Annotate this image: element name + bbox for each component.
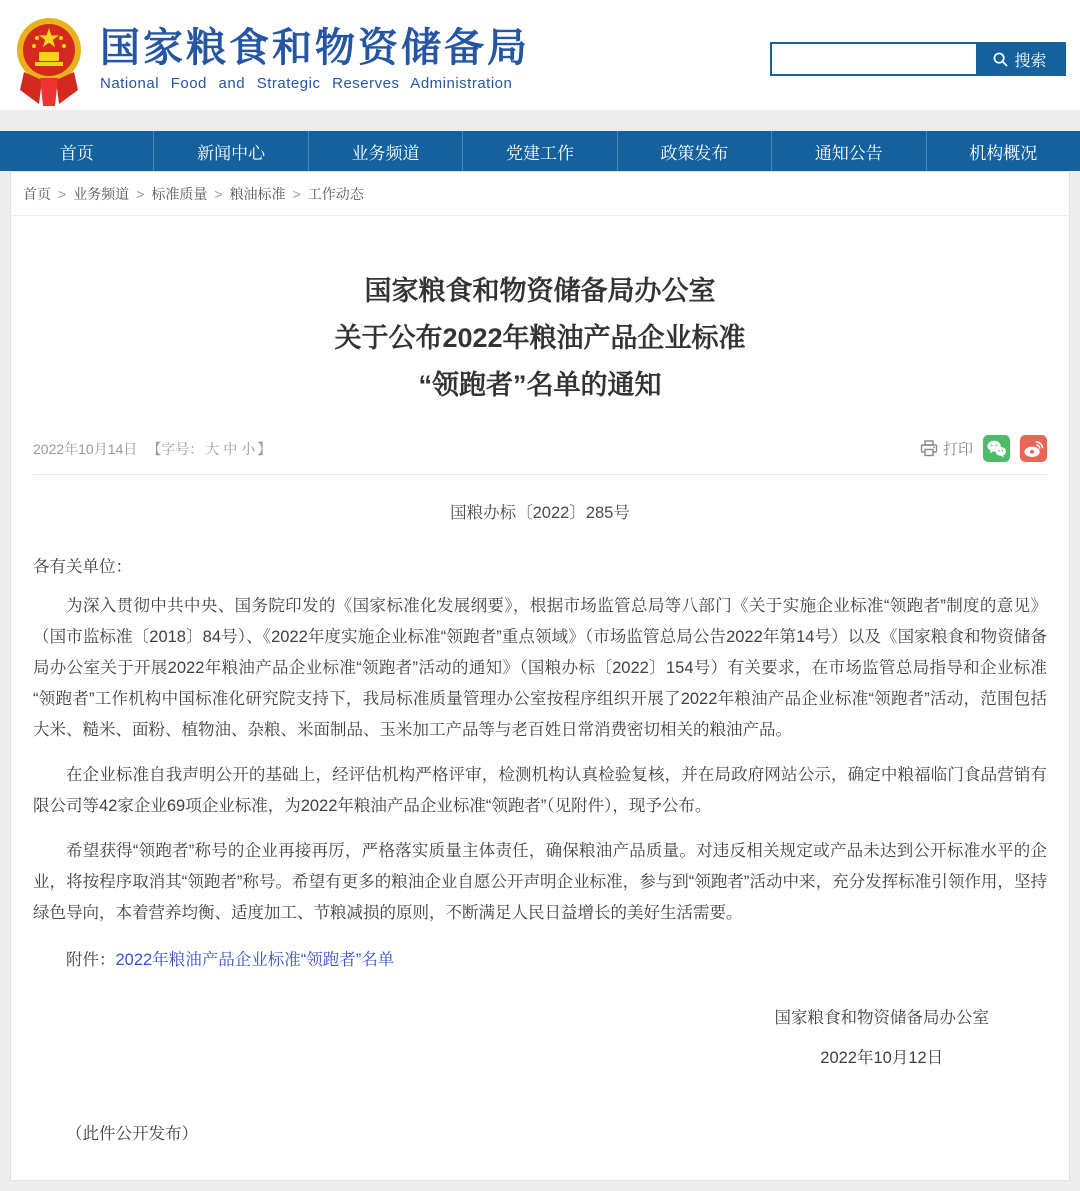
nav-item-policy[interactable]: 政策发布: [617, 131, 771, 171]
print-button[interactable]: [920, 438, 973, 459]
title-line-3: “领跑者”名单的通知: [418, 370, 662, 400]
font-size-widget: [147, 439, 271, 459]
title-line-2: 关于公布2022年粮油产品企业标准: [334, 323, 746, 353]
paragraph-2: 在企业标准自我声明公开的基础上，经评估机构严格评审，检测机构认真检验复核，并在局政府网站公示，确定中粮福临门食品营销有限公司等42家企业69项企业标准，为2022年粮油产品企业标准“领跑者”（见附件），现予公布。: [33, 766, 1047, 815]
salutation: 各有关单位：: [33, 558, 132, 576]
search-button[interactable]: [976, 44, 1064, 74]
paragraph-1: 为深入贯彻中共中央、国务院印发的《国家标准化发展纲要》，根据市场监管总局等八部门《关于实施企业标准“领跑者”制度的意见》（国市监标准〔2018〕84号）、《2022年度实施企业标准“领跑者”重点领域》（市场监管总局公告2022年第14号）以及《国家粮食和物资储备局办公室关于开展2022年粮油产品企业标准“领跑者”活动的通知》（国粮办标〔2022〕154号）有关要求，在市场监管总局指导和企业标准“领跑者”工作机构中国标准化研究院支持下，我局标准质量管理办公室按程序组织开展了2022年粮油产品企业标准“领跑者”活动，范围包括大米、糙米、面粉、植物油、杂粮、米面制品、玉米加工产品等与老百姓日常消费密切相关的粮油产品。: [33, 597, 1047, 739]
site-subtitle: National Food and Strategic Reserves Administration: [100, 75, 513, 92]
search-input[interactable]: [772, 44, 976, 74]
nav-item-news[interactable]: 新闻中心: [153, 131, 307, 171]
share-weibo-button[interactable]: [1020, 435, 1047, 462]
font-size-suffix: 】: [257, 440, 272, 457]
nav-item-notices[interactable]: 通知公告: [771, 131, 925, 171]
national-emblem-icon: [12, 16, 86, 108]
nav-item-party[interactable]: 党建工作: [462, 131, 616, 171]
breadcrumb-home[interactable]: 首页: [23, 186, 51, 202]
breadcrumb-quality[interactable]: 标准质量: [151, 186, 208, 202]
search-icon: [993, 52, 1008, 67]
page-title: [33, 268, 1047, 409]
main-wrapper: [0, 171, 1080, 1191]
site-title: 国家粮食和物资储备局: [100, 26, 530, 70]
weibo-icon: [1023, 439, 1044, 458]
public-release-note: （此件公开发布）: [66, 1125, 198, 1143]
signature-block: [33, 998, 1047, 1078]
sign-date: 2022年10月12日: [820, 1049, 944, 1067]
font-size-prefix: 【字号：: [147, 440, 204, 457]
document-number: 国粮办标〔2022〕285号: [450, 504, 630, 522]
signer-name: 国家粮食和物资储备局办公室: [774, 1009, 989, 1027]
paragraph-3: 希望获得“领跑者”称号的企业再接再厉，严格落实质量主体责任，确保粮油产品质量。对违反相关规定或产品未达到公开标准水平的企业，将按程序取消其“领跑者”称号。希望有更多的粮油企业自愿公开声明企业标准，参与到“领跑者”活动中来，充分发挥标准引领作用，坚持绿色导向，本着营养均衡、适度加工、节粮减损的原则，不断满足人民日益增长的美好生活需要。: [33, 842, 1047, 922]
article-meta-row: [33, 435, 1047, 475]
wechat-icon: [986, 439, 1007, 458]
attachment-line: [33, 945, 1047, 976]
nav-item-home[interactable]: 首页: [59, 143, 94, 163]
breadcrumb-separator: >: [292, 186, 301, 202]
print-label: 打印: [942, 441, 973, 458]
font-size-large[interactable]: 大: [205, 440, 220, 457]
attachment-link[interactable]: 2022年粮油产品企业标准“领跑者”名单: [115, 951, 395, 969]
nav-item-organization[interactable]: 机构概况: [926, 131, 1080, 171]
breadcrumb-separator: >: [58, 186, 67, 202]
publish-date: 2022年10月14日: [33, 440, 138, 457]
title-line-1: 国家粮食和物资储备局办公室: [364, 276, 716, 306]
site-header: [0, 0, 1080, 110]
breadcrumb-business[interactable]: 业务频道: [73, 186, 130, 202]
breadcrumb-current[interactable]: 工作动态: [307, 186, 364, 202]
article-content: [11, 268, 1069, 1180]
header-divider: [0, 110, 1080, 131]
main-nav: [0, 131, 1080, 171]
breadcrumb-separator: >: [214, 186, 223, 202]
share-wechat-button[interactable]: [983, 435, 1010, 462]
breadcrumb: [11, 172, 1069, 216]
search-box: [770, 42, 1066, 76]
font-size-small[interactable]: 小: [241, 440, 256, 457]
font-size-medium[interactable]: 中: [223, 440, 238, 457]
attachment-label: 附件：: [66, 951, 116, 969]
breadcrumb-standards[interactable]: 粮油标准: [229, 186, 286, 202]
search-button-label: 搜索: [1014, 52, 1047, 70]
nav-item-business[interactable]: 业务频道: [308, 131, 462, 171]
printer-icon: [920, 440, 938, 457]
breadcrumb-separator: >: [136, 186, 145, 202]
